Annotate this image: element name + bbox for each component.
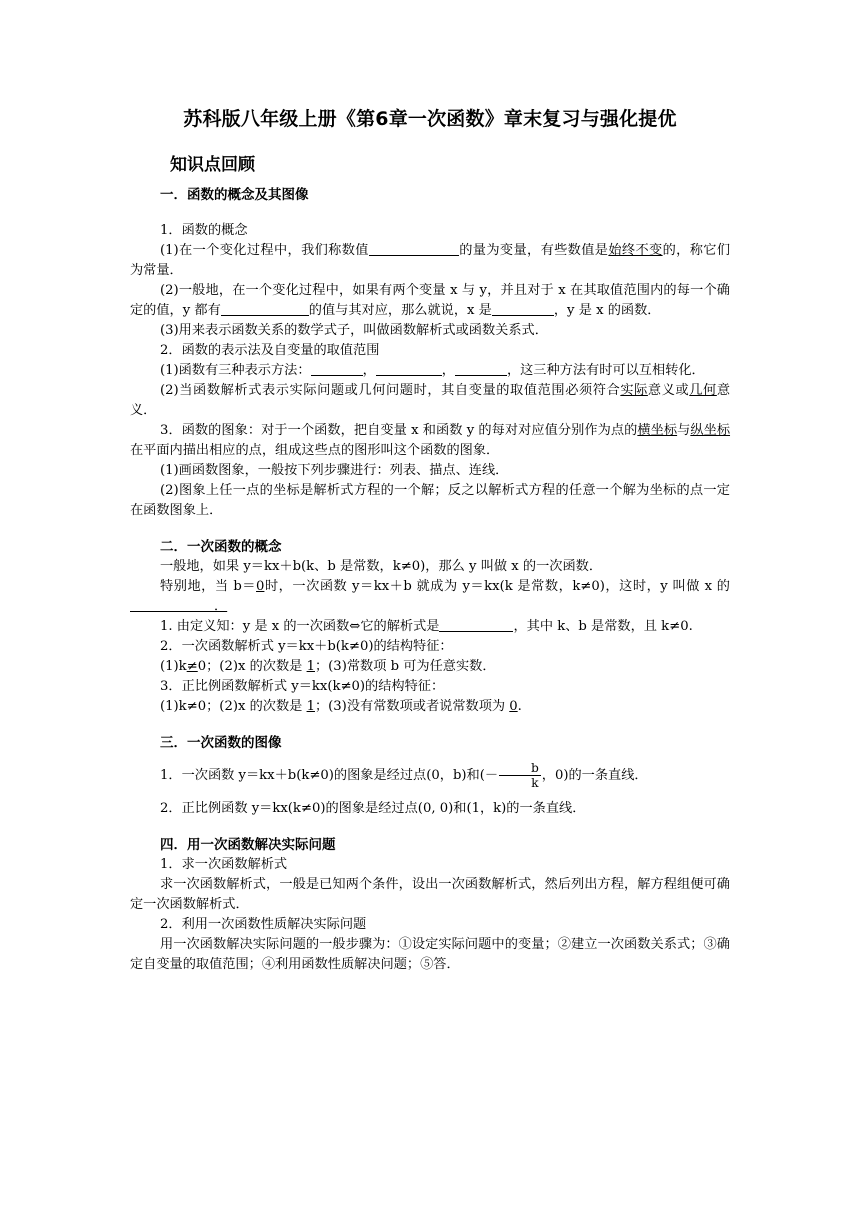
- paragraph-graph-steps: (1)画函数图象，一般按下列步骤进行：列表、描点、连线．: [160, 463, 509, 478]
- paragraph-expression: (3)用来表示函数关系的数学式子，叫做函数解析式或函数关系式．: [160, 323, 548, 338]
- text: ；(3)常数项 b 可为任意实数．: [314, 659, 496, 674]
- fill-blank: [376, 361, 442, 376]
- heading-function-concept: 一．函数的概念及其图像: [160, 187, 309, 203]
- fraction-numerator: b: [499, 761, 541, 776]
- text: 的值与其对应，那么就说，x 是: [308, 303, 492, 318]
- paragraph-representations: [130, 361, 730, 381]
- underlined-text: 几何: [689, 383, 717, 398]
- text: 的量为变量，有些数值是: [458, 243, 609, 258]
- text: 的，称它们为常量．: [130, 243, 731, 278]
- paragraph-domain: [130, 381, 730, 421]
- text: ，: [441, 363, 455, 378]
- underlined-text: 始终不变: [608, 243, 663, 258]
- item-1-title: 1．函数的概念: [160, 223, 248, 238]
- fraction-denominator: k: [531, 776, 539, 790]
- text: 0；(2)x 的次数是: [197, 659, 307, 674]
- paragraph-proportional-features: [130, 697, 730, 717]
- fill-blank: [130, 597, 214, 612]
- section-subtitle: 知识点回顾: [170, 155, 255, 175]
- item-use-properties: 2．利用一次函数性质解决实际问题: [160, 917, 367, 932]
- underlined-text: 1: [306, 659, 315, 674]
- document-title: 苏科版八年级上册《第6章一次函数》章末复习与强化提优: [183, 108, 677, 130]
- heading-linear-function-graph: 三．一次函数的图像: [160, 735, 282, 751]
- text: 意义或: [647, 383, 690, 398]
- fill-blank: [492, 301, 554, 316]
- text: (1)k≠0；(2)x 的次数是: [160, 699, 307, 714]
- underlined-text: 0: [256, 579, 265, 594]
- text: 意义．: [130, 383, 731, 418]
- heading-practical-problems: 四．用一次函数解决实际问题: [160, 837, 336, 853]
- text: 在平面内描出相应的点，组成这些点的图形叫这个函数的图象．: [130, 443, 500, 458]
- paragraph-find-expression: 求一次函数解析式，一般是已知两个条件，设出一次函数解析式，然后列出方程，解方程组便可确定一次函数解析式．: [130, 877, 730, 912]
- paragraph-proportional: [130, 577, 730, 617]
- fill-blank: [221, 301, 309, 316]
- paragraph-proportional-graph: 2．正比例函数 y＝kx(k≠0)的图象是经过点(0, 0)和(1，k)的一条直线．: [160, 801, 586, 816]
- text: ，: [362, 363, 376, 378]
- paragraph-linear-features: [130, 657, 730, 677]
- text: (1)k: [160, 659, 187, 674]
- fraction-b-over-k: [499, 761, 541, 790]
- fill-blank: [455, 361, 507, 376]
- text: ；(3)没有常数项或者说常数项为: [314, 699, 510, 714]
- underlined-text: 横坐标: [637, 423, 678, 438]
- paragraph-graph-def: [130, 421, 730, 461]
- text: ，y 是 x 的函数．: [553, 303, 661, 318]
- paragraph-use-properties: 用一次函数解决实际问题的一般步骤为：①设定实际问题中的变量；②建立一次函数关系式；③确定自变量的取值范围；④利用函数性质解决问题；⑤答．: [130, 937, 730, 972]
- item-2-title: 2．函数的表示法及自变量的取值范围: [160, 343, 380, 358]
- text: 与: [677, 423, 691, 438]
- text: ，0)的一条直线．: [541, 768, 648, 783]
- text: 时，一次函数 y＝kx＋b 就成为 y＝kx(k 是常数，k≠0)，这时，y 叫做 x 的: [264, 579, 730, 594]
- text: 1．一次函数 y＝kx＋b(k≠0)的图象是经过点(0，b)和(－: [160, 768, 499, 783]
- fill-blank: [439, 617, 513, 632]
- paragraph-proportional-structure: 3．正比例函数解析式 y＝kx(k≠0)的结构特征：: [160, 679, 445, 694]
- document-body: [130, 185, 730, 975]
- text: .: [517, 699, 522, 714]
- heading-linear-function-concept: 二．一次函数的概念: [160, 539, 282, 555]
- item-find-expression: 1．求一次函数解析式: [160, 857, 288, 872]
- text: 3．函数的图象：对于一个函数，把自变量 x 和函数 y 的每对对应值分别作为点的: [160, 423, 638, 438]
- text: 1. 由定义知：y 是 x 的一次函数⇔它的解析式是: [160, 619, 440, 634]
- paragraph-variable: [130, 241, 730, 281]
- text: 特别地，当 b＝: [160, 579, 257, 594]
- paragraph-graph-points: (2)图象上任一点的坐标是解析式方程的一个解；反之以解析式方程的任意一个解为坐标的点一定在函数图象上．: [130, 483, 730, 518]
- text: (2)一般地，在一个变化过程中，如果有两个变量 x 与 y，并且对于 x 在其取值范围内的每一个确定的值，y 都有: [130, 283, 730, 318]
- text: (2)当函数解析式表示实际问题或几何问题时，其自变量的取值范围必须符合: [160, 383, 621, 398]
- text: ，这三种方法有时可以互相转化．: [506, 363, 705, 378]
- fill-blank: [369, 241, 459, 256]
- fill-blank: [311, 361, 363, 376]
- paragraph-definition-equivalence: [130, 617, 730, 637]
- paragraph-function-def: [130, 281, 730, 321]
- underlined-text: ．: [214, 599, 228, 614]
- paragraph-linear-structure: 2．一次函数解析式 y＝kx＋b(k≠0)的结构特征：: [160, 639, 453, 654]
- text: (1)在一个变化过程中，我们称数值: [160, 243, 369, 258]
- underlined-text: 0: [509, 699, 518, 714]
- underlined-text: 纵坐标: [690, 423, 731, 438]
- underlined-text: 1: [306, 699, 315, 714]
- paragraph-linear-graph: [130, 761, 730, 791]
- paragraph-linear-def: 一般地，如果 y＝kx＋b(k、b 是常数，k≠0)，那么 y 叫做 x 的一次函数．: [160, 559, 603, 574]
- text: (1)函数有三种表示方法：: [160, 363, 311, 378]
- text: ，其中 k、b 是常数，且 k≠0.: [513, 619, 693, 634]
- underlined-text: 实际: [620, 383, 648, 398]
- underlined-text: ≠: [186, 659, 198, 674]
